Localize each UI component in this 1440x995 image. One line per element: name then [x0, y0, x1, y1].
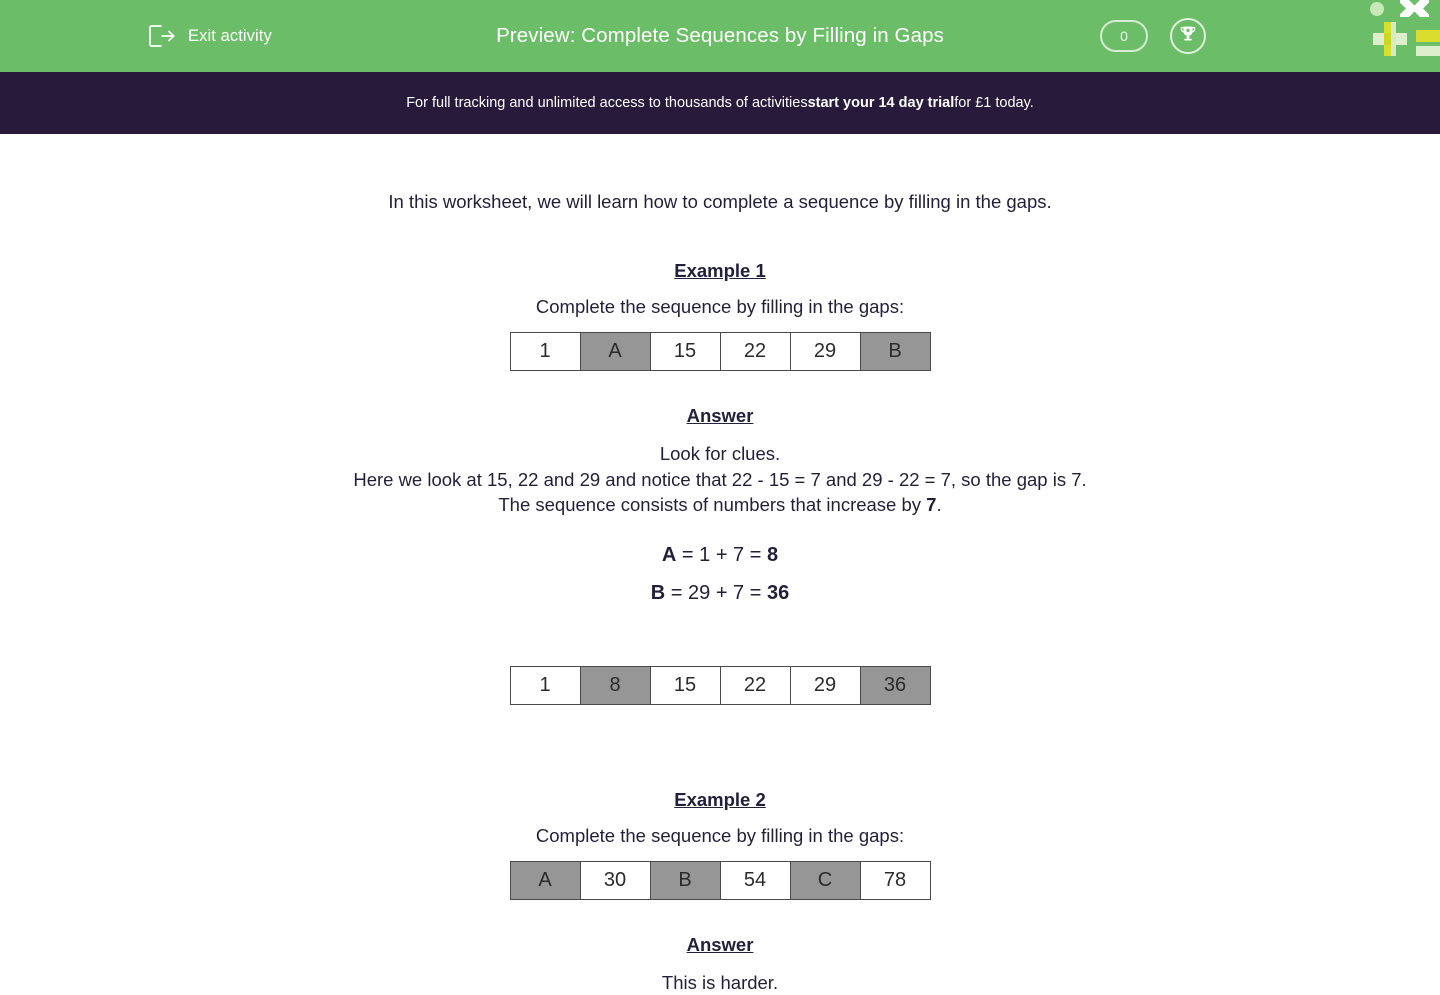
example-1-answer-heading: Answer [686, 405, 754, 427]
exit-activity-label: Exit activity [188, 26, 272, 45]
equation-a [0, 540, 1440, 570]
table-row [510, 333, 930, 371]
equation-a-middle: = 1 + 7 = [676, 543, 767, 566]
trophy-icon [1177, 23, 1199, 50]
example-2-heading: Example 2 [674, 788, 766, 810]
equation-a-result: 8 [766, 543, 779, 566]
sequence-cell: 1 [510, 666, 580, 704]
answer-consists-value: 7 [926, 494, 937, 516]
header-actions [1100, 0, 1206, 72]
sequence-gap-cell: 36 [860, 666, 930, 704]
table-row [510, 666, 930, 704]
sequence-gap-cell: A [510, 861, 580, 899]
app-header [0, 0, 1440, 72]
sequence-cell: 29 [790, 666, 860, 704]
page-title: Preview: Complete Sequences by Filling in Gaps [496, 24, 944, 47]
example-1-answer-line-1: Look for clues. [659, 443, 781, 465]
sequence-cell: 54 [720, 861, 790, 899]
sequence-gap-cell: A [580, 333, 650, 371]
example-1-sequence-table [510, 332, 931, 371]
sequence-gap-cell: B [650, 861, 720, 899]
answer-consists-pre: The sequence consists of numbers that increase by [498, 494, 927, 516]
points-value: 0 [1120, 28, 1128, 44]
equation-a-label: A [661, 543, 677, 566]
sequence-cell: 1 [510, 333, 580, 371]
example-2-answer-heading: Answer [686, 933, 754, 955]
table-row [510, 861, 930, 899]
sequence-cell: 78 [860, 861, 930, 899]
trial-banner[interactable] [0, 72, 1440, 134]
sequence-cell: 29 [790, 333, 860, 371]
equation-b-label: B [650, 581, 666, 604]
answer-consists-post: . [936, 494, 942, 516]
sequence-cell: 30 [580, 861, 650, 899]
sequence-gap-cell: C [790, 861, 860, 899]
sequence-gap-cell: B [860, 333, 930, 371]
example-1-solved-table [510, 666, 931, 705]
sequence-cell: 22 [720, 666, 790, 704]
trophy-button[interactable] [1170, 18, 1206, 54]
example-1-answer-line-3 [0, 492, 1440, 518]
example-1-instruction: Complete the sequence by filling in the gaps: [535, 296, 905, 318]
banner-text-after: for £1 today. [954, 95, 1034, 111]
banner-text-bold: start your 14 day trial [807, 95, 955, 111]
sequence-cell: 22 [720, 333, 790, 371]
banner-text-before: For full tracking and unlimited access to thousands of activities [406, 95, 808, 111]
points-badge[interactable] [1100, 20, 1148, 52]
example-2-answer-line-1: This is harder. [661, 971, 779, 993]
edplace-logo-icon [1360, 0, 1440, 60]
sequence-cell: 15 [650, 333, 720, 371]
equation-b-result: 36 [766, 581, 790, 604]
exit-activity-button[interactable] [148, 0, 272, 72]
equation-b-middle: = 29 + 7 = [665, 581, 767, 604]
example-1-heading: Example 1 [674, 260, 766, 282]
exit-arrow-icon [148, 24, 176, 48]
example-1-answer-line-2: Here we look at 15, 22 and 29 and notice that 22 - 15 = 7 and 29 - 22 = 7, so the gap is 7. [353, 468, 1087, 490]
example-2-instruction: Complete the sequence by filling in the gaps: [535, 824, 905, 846]
equation-b [0, 578, 1440, 608]
sequence-gap-cell: 8 [580, 666, 650, 704]
worksheet-content [0, 134, 1440, 995]
example-2-sequence-table [510, 861, 931, 900]
worksheet-intro: In this worksheet, we will learn how to complete a sequence by filling in the gaps. [388, 191, 1052, 212]
sequence-cell: 15 [650, 666, 720, 704]
